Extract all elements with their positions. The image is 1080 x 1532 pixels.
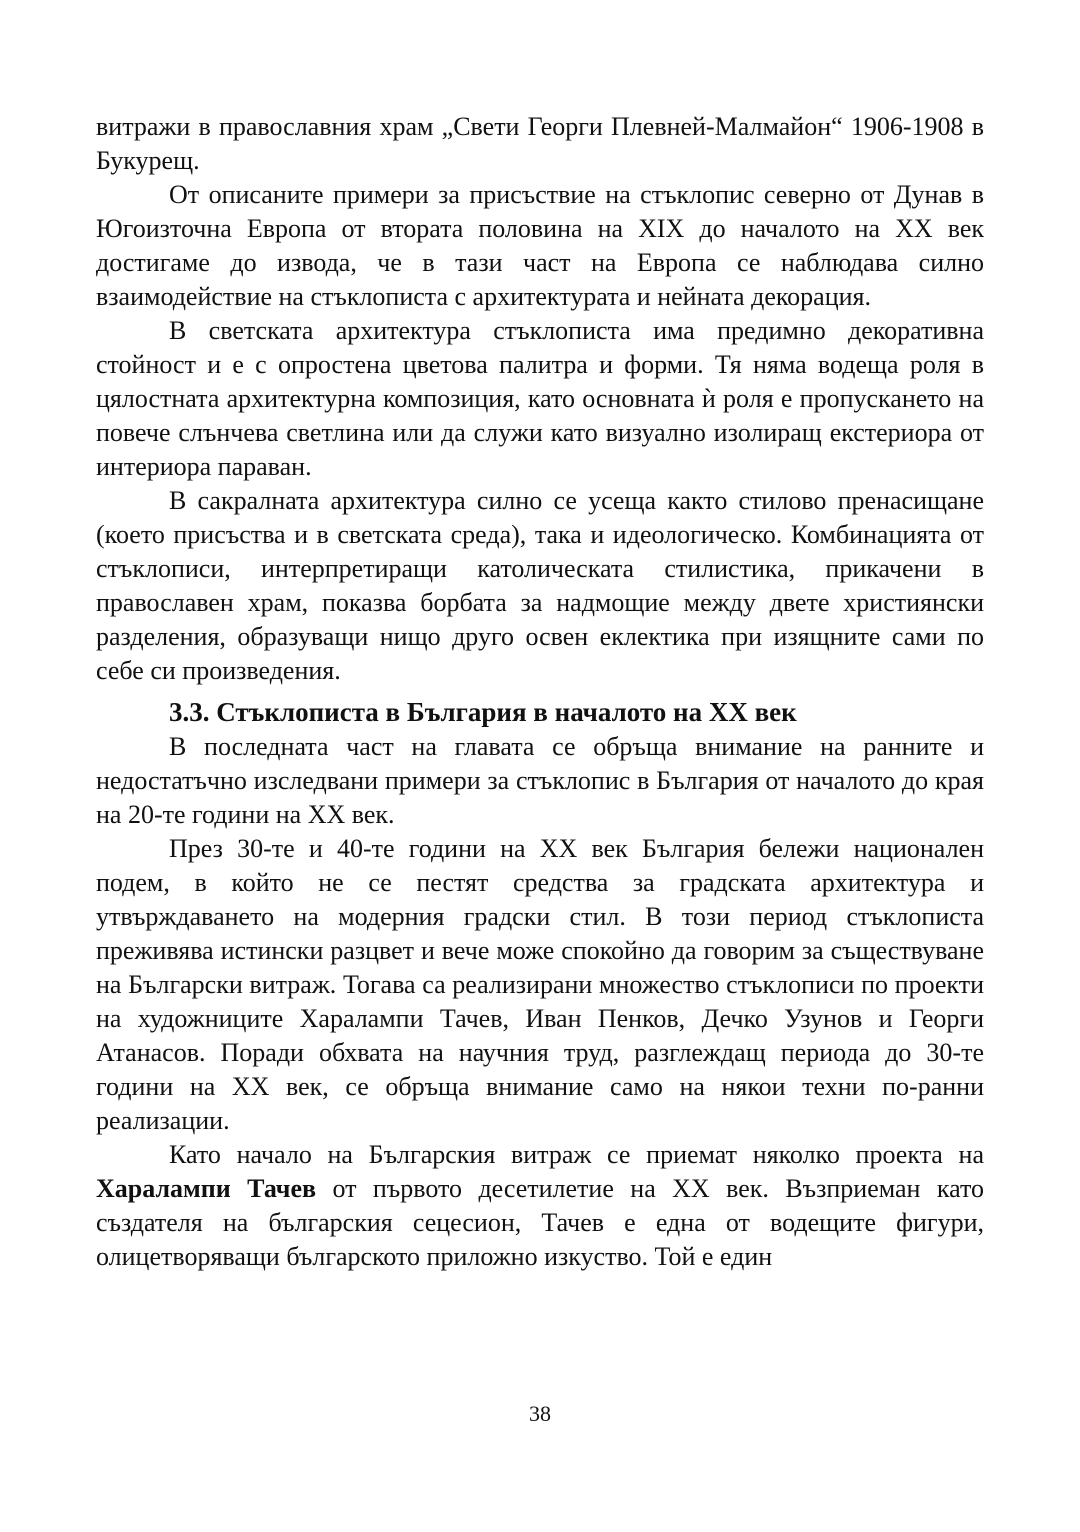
paragraph-secular-architecture: В светската архитектура стъклописта има предимно декоративна стойност и е с опростена цветова палитра и форми. Тя няма водеща роля в цялостната архитектурна композиция, като основната ѝ роля е пропускането на повече слънчева светлина или да служи като визуално изолиращ екстериора от интериора параван.	[96, 316, 984, 481]
section-heading: 3.3. Стъклописта в България в началото на XX век	[169, 697, 797, 727]
paragraph-national-rise: През 30-те и 40-те години на XX век България бележи национален подем, в който не се пестят средства за градската архитектура и утвърждаването на модерния градски стил. В този период стъклописта преживява истински разцвет и вече може спокойно да говорим за съществуване на Български витраж. Тогава са реализирани множество стъклописи по проекти на художниците Харалампи Тачев, Иван Пенков, Дечко Узунов и Георги Атанасов. Поради обхвата на научния труд, разглеждащ периода до 30-те години на XX век, се обръща внимание само на някои техни по-ранни реализации.	[96, 834, 984, 1135]
paragraph-tachev-start: Като начало на Българския витраж се приемат няколко проекта на	[169, 1140, 984, 1169]
artist-name-bold: Харалампи Тачев	[96, 1174, 317, 1203]
paragraph-section-intro: В последната част на главата се обръща внимание на ранните и недостатъчно изследвани примери за стъклопис в България от началото до края на 20-те години на XX век.	[96, 732, 984, 829]
paragraph-tachev-end: от първото десетилетие на XX век. Възприеман като създателя на българския сецесион, Тачев е една от водещите фигури, олицетворяващи българското приложно изкуство. Той е един	[96, 1174, 985, 1271]
paragraph-continued: витражи в православния храм „Свети Георги Плевней-Малмайон“ 1906-1908 в Букурещ.	[96, 112, 984, 175]
body-text	[96, 110, 984, 1274]
paragraph-sacral-architecture: В сакралната архитектура силно се усеща както стилово пренасищане (което присъства и в светската среда), така и идеологическо. Комбинацията от стъклописи, интерпретиращи католическата стилистика, прикачени в православен храм, показва борбата за надмощие между двете християнски разделения, образуващи нищо друго освен еклектика при изящните сами по себе си произведения.	[96, 486, 984, 685]
paragraph-tachev	[96, 1138, 984, 1274]
paragraph-conclusion: От описаните примери за присъствие на стъклопис северно от Дунав в Югоизточна Европа от втората половина на XIX до началото на XX век достигаме до извода, че в тази част на Европа се наблюдава силно взаимодействие на стъклописта с архитектурата и нейната декорация.	[96, 180, 984, 311]
page-number: 38	[529, 1401, 551, 1426]
